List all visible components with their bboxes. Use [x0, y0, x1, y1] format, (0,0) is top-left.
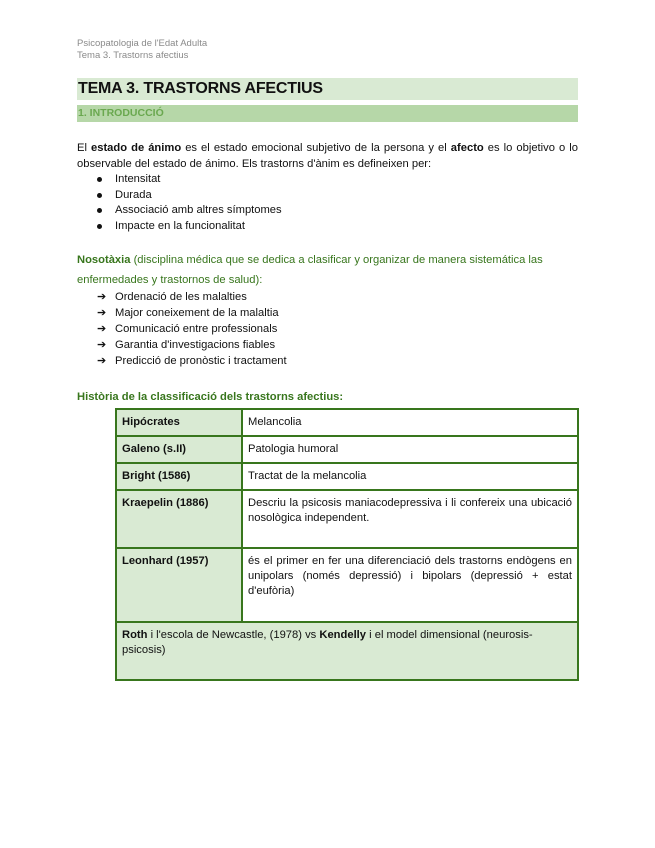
bullet-icon: [97, 224, 102, 229]
list-item: [97, 203, 282, 219]
nosotaxia-definition: [77, 250, 578, 290]
document-header: [77, 38, 207, 62]
nosotaxia-text: (disciplina médica que se dedica a clasificar y organizar de manera sistemática las enfermedades y trastornos de salud):: [77, 254, 543, 286]
author-cell: Kraepelin (1886): [116, 490, 242, 548]
description-cell: Patologia humoral: [242, 436, 578, 463]
list-item: [97, 305, 287, 321]
title-bar: [77, 78, 578, 100]
table-row: [116, 490, 578, 548]
history-table: [115, 408, 579, 681]
intro-term-afecto: afecto: [450, 142, 484, 154]
arrow-right-icon: ➔: [97, 355, 107, 367]
list-item: [97, 321, 287, 337]
description-cell: és el primer en fer una diferenciació dels trastorns endògens en unipolars (només depressió) i bipolars (depressió + estat d'eufòria): [242, 548, 578, 622]
bullet-icon: [97, 193, 102, 198]
list-item-text: Impacte en la funcionalitat: [115, 219, 245, 232]
bullet-icon: [97, 208, 102, 213]
description-cell: Melancolia: [242, 409, 578, 436]
list-item-text: Comunicació entre professionals: [115, 323, 278, 335]
list-item: [97, 289, 287, 305]
author-name-kendelly: Kendelly: [319, 629, 367, 641]
list-item-text: Associació amb altres símptomes: [115, 204, 282, 216]
author-cell: Hipócrates: [116, 409, 242, 436]
nosotaxia-benefits-list: [97, 289, 287, 369]
list-item-text: Intensitat: [115, 173, 161, 185]
arrow-right-icon: ➔: [97, 307, 107, 319]
description-cell: Tractat de la melancolia: [242, 463, 578, 490]
author-name-roth: Roth: [122, 629, 148, 641]
list-item: [97, 219, 282, 235]
criteria-list: [97, 172, 282, 234]
intro-text: es lo objetivo o lo observable del estado de ánimo. Els trastorns d'ànim es defineixen per:: [77, 142, 578, 170]
list-item: [97, 353, 287, 369]
list-item: [97, 337, 287, 353]
author-cell: Leonhard (1957): [116, 548, 242, 622]
list-item: [97, 188, 282, 204]
list-item: [97, 172, 282, 188]
arrow-right-icon: ➔: [97, 339, 107, 351]
list-item-text: Garantia d'investigacions fiables: [115, 339, 276, 351]
intro-paragraph: [77, 141, 578, 172]
table-row: [116, 436, 578, 463]
header-topic: Tema 3. Trastorns afectius: [77, 50, 189, 61]
author-cell: Galeno (s.II): [116, 436, 242, 463]
comparison-text: i l'escola de Newcastle, (1978) vs: [147, 629, 320, 641]
header-course: Psicopatologia de l'Edat Adulta: [77, 38, 208, 49]
arrow-right-icon: ➔: [97, 323, 107, 335]
bullet-icon: [97, 177, 102, 182]
comparison-cell: [116, 622, 578, 680]
intro-term-estado: estado de ánimo: [91, 142, 182, 154]
table-row: [116, 548, 578, 622]
comparison-text: i el model dimensional (neurosis-psicosis): [122, 629, 533, 656]
page-title: TEMA 3. TRASTORNS AFECTIUS: [78, 80, 323, 97]
intro-text: es el estado emocional subjetivo de la persona y el: [181, 142, 451, 154]
author-cell: Bright (1586): [116, 463, 242, 490]
description-cell: Descriu la psicosis maniacodepressiva i li confereix una ubicació nosològica independent.: [242, 490, 578, 548]
table-row: [116, 622, 578, 680]
section-heading: 1. INTRODUCCIÓ: [78, 107, 164, 119]
list-item-text: Major coneixement de la malaltia: [115, 307, 279, 319]
intro-text: El: [77, 142, 91, 154]
list-item-text: Durada: [115, 188, 152, 201]
table-row: [116, 409, 578, 436]
section-bar: [77, 105, 578, 122]
nosotaxia-term: Nosotàxia: [77, 254, 131, 266]
table-row: [116, 463, 578, 490]
list-item-text: Ordenació de les malalties: [115, 291, 247, 303]
list-item-text: Predicció de pronòstic i tractament: [115, 355, 287, 367]
history-heading: Història de la classificació dels trastorns afectius:: [77, 391, 344, 403]
arrow-right-icon: ➔: [97, 291, 107, 303]
